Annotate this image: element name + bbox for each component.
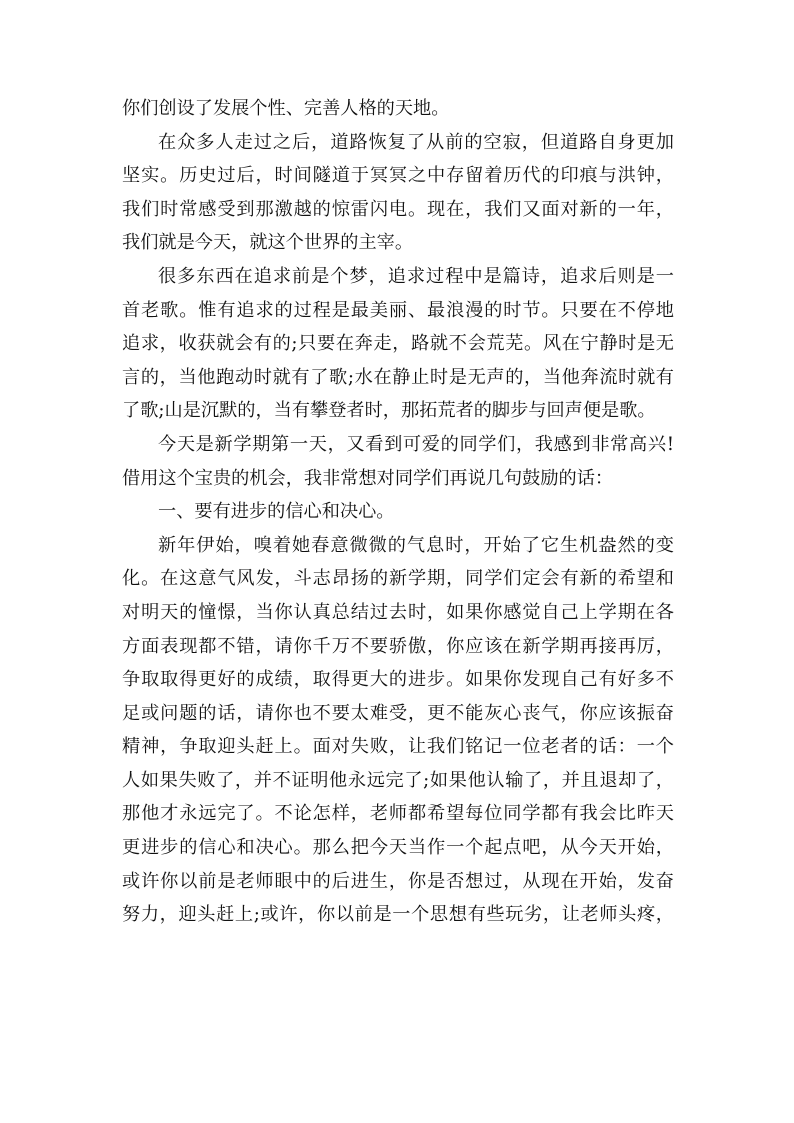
- text-line: 对明天的憧憬，当你认真总结过去时，如果你感觉自己上学期在各: [122, 601, 674, 623]
- text-line: 新年伊始，嗅着她春意微微的气息时，开始了它生机盎然的变: [158, 534, 674, 556]
- text-line: 方面表现都不错，请你千万不要骄傲，你应该在新学期再接再厉，: [122, 635, 674, 657]
- text-line: 了歌;山是沉默的，当有攀登者时，那拓荒者的脚步与回声便是歌。: [122, 400, 656, 422]
- text-line: 我们就是今天，就这个世界的主宰。: [122, 232, 414, 254]
- text-line: 在众多人走过之后，道路恢复了从前的空寂，但道路自身更加: [158, 131, 674, 153]
- text-line: 人如果失败了，并不证明他永远完了;如果他认输了，并且退却了，: [122, 769, 674, 791]
- text-line: 或许你以前是老师眼中的后进生，你是否想过，从现在开始，发奋: [122, 870, 674, 892]
- text-line: 你们创设了发展个性、完善人格的天地。: [122, 98, 450, 119]
- text-line: 坚实。历史过后，时间隧道于冥冥之中存留着历代的印痕与洪钟，: [122, 165, 674, 187]
- text-line: 精神，争取迎头赶上。面对失败，让我们铭记一位老者的话：一个: [122, 736, 674, 758]
- text-line: 追求，收获就会有的;只要在奔走，路就不会荒芜。风在宁静时是无: [122, 333, 674, 355]
- text-line: 很多东西在追求前是个梦，追求过程中是篇诗，追求后则是一: [158, 265, 674, 287]
- document-body: [122, 92, 674, 932]
- text-line: 首老歌。惟有追求的过程是最美丽、最浪漫的时节。只要在不停地: [122, 299, 674, 321]
- text-line: 更进步的信心和决心。那么把今天当作一个起点吧，从今天开始，: [122, 837, 674, 859]
- text-line: 言的，当他跑动时就有了歌;水在静止时是无声的，当他奔流时就有: [122, 366, 674, 388]
- text-line: 化。在这意气风发，斗志昂扬的新学期，同学们定会有新的希望和: [122, 568, 674, 590]
- text-line: 努力，迎头赶上;或许，你以前是一个思想有些玩劣，让老师头疼，: [122, 904, 674, 926]
- text-line: 足或问题的话，请你也不要太难受，更不能灰心丧气，你应该振奋: [122, 702, 674, 724]
- text-line: 那他才永远完了。不论怎样，老师都希望每位同学都有我会比昨天: [122, 803, 674, 825]
- section-heading: 一、要有进步的信心和决心。: [158, 501, 395, 523]
- text-line: 我们时常感受到那激越的惊雷闪电。现在，我们又面对新的一年，: [122, 198, 674, 220]
- text-line: 借用这个宝贵的机会，我非常想对同学们再说几句鼓励的话：: [122, 467, 614, 489]
- text-line: 争取取得更好的成绩，取得更大的进步。如果你发现自己有好多不: [122, 669, 674, 691]
- text-line: 今天是新学期第一天，又看到可爱的同学们，我感到非常高兴!: [158, 433, 674, 455]
